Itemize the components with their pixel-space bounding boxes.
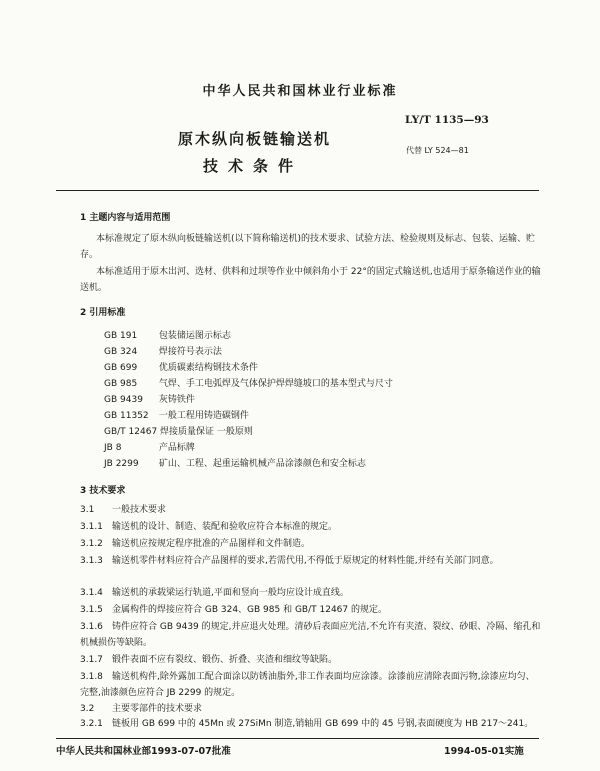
- document-subtitle: 技术条件: [203, 157, 304, 175]
- clause-number: 3.1.2: [80, 539, 103, 549]
- reference-title: 产品标牌: [158, 443, 195, 453]
- clause-text: 输送机构件,除外露加工配合面涂以防锈油脂外,非工作表面均应涂漆。涂漆前应清除表面污物,涂漆应均匀、完整,油漆颜色应符合 JB 2299 的规定。: [80, 672, 535, 698]
- reference-item: [104, 408, 249, 421]
- document-title: 原木纵向板链输送机: [178, 130, 332, 148]
- clause: [80, 716, 542, 732]
- clause-number: 3.1.3: [80, 556, 103, 566]
- reference-item: [104, 456, 366, 469]
- clause-text: 金属构件的焊接应符合 GB 324、GB 985 和 GB/T 12467 的规定。: [112, 605, 387, 615]
- clause-number: 3.2.1: [80, 719, 103, 729]
- reference-code: GB 9439: [104, 395, 143, 405]
- footer-divider: [56, 738, 539, 739]
- reference-code: GB 324: [104, 347, 138, 357]
- reference-title: 焊接符号表示法: [158, 347, 222, 357]
- clause: [80, 701, 542, 717]
- clause-text: 锻件表面不应有裂纹、锻伤、折叠、夹渣和细纹等缺陷。: [112, 655, 338, 665]
- approval-date: 中华人民共和国林业部1993-07-07批准: [56, 746, 231, 757]
- reference-item: [104, 392, 195, 405]
- clause-number: 3.1.7: [80, 655, 103, 665]
- clause-number: 3.1.6: [80, 622, 103, 632]
- clause-text: 铸件应符合 GB 9439 的规定,并应退火处理。清砂后表面应光洁,不允许有夹渣、裂纹、砂眼、冷隔、缩孔和机械损伤等缺陷。: [80, 622, 541, 648]
- clause-number: 3.1.1: [80, 522, 103, 532]
- clause-text: 主要零部件的技术要求: [112, 704, 203, 714]
- reference-item: [104, 328, 231, 341]
- reference-code: JB 2299: [104, 459, 139, 469]
- clause-text: 输送机零件材料应符合产品图样的要求,若需代用,不得低于原规定的材料性能,并经有关部门同意。: [112, 556, 499, 566]
- reference-code: GB/T 12467: [104, 427, 158, 437]
- reference-code: GB 699: [104, 363, 138, 373]
- reference-title: 包装储运图示标志: [158, 331, 231, 341]
- clause: [80, 619, 542, 651]
- reference-item: [104, 376, 393, 389]
- clause: [80, 585, 542, 601]
- clause: [80, 602, 542, 618]
- reference-item: [104, 440, 195, 453]
- section-1-paragraph-2: 本标准适用于原木出河、选材、供料和过坝等作业中倾斜角小于 22°的固定式输送机,也适用于原条输送作业的输送机。: [80, 267, 541, 293]
- clause: [80, 519, 542, 535]
- reference-title: 气焊、手工电弧焊及气体保护焊焊缝坡口的基本型式与尺寸: [158, 379, 393, 389]
- clause: [80, 502, 542, 518]
- reference-code: GB 191: [104, 331, 138, 341]
- reference-item: [104, 424, 253, 437]
- reference-item: [104, 360, 258, 373]
- clause: [80, 652, 542, 668]
- standard-organization: 中华人民共和国林业行业标准: [202, 84, 398, 99]
- clause-text: 链板用 GB 699 中的 45Mn 或 27SiMn 制造,销轴用 GB 699 中的 45 号钢,表面硬度为 HB 217～241。: [112, 719, 534, 729]
- clause: [80, 536, 542, 552]
- section-3-heading: 3 技术要求: [80, 486, 126, 496]
- reference-title: 矿山、工程、起重运输机械产品涂漆颜色和安全标志: [158, 459, 366, 469]
- clause-number: 3.2: [80, 704, 95, 714]
- reference-code: GB 11352: [104, 411, 149, 421]
- clause-text: 输送机的设计、制造、装配和验收应符合本标准的规定。: [112, 522, 338, 532]
- reference-title: 优质碳素结构钢技术条件: [158, 363, 258, 373]
- standard-number: LY/T 1135—93: [405, 114, 489, 126]
- clause-number: 3.1: [80, 505, 95, 515]
- header-divider: [56, 190, 539, 191]
- effective-date: 1994-05-01实施: [444, 746, 524, 757]
- clause: [80, 669, 542, 701]
- clause-number: 3.1.5: [80, 605, 103, 615]
- clause-text: 输送机应按规定程序批准的产品图样和文件制造。: [112, 539, 311, 549]
- reference-title: 焊接质量保证 一般原则: [160, 427, 253, 437]
- clause-number: 3.1.8: [80, 672, 103, 682]
- clause-text: 一般技术要求: [112, 505, 167, 515]
- section-2-heading: 2 引用标准: [80, 308, 126, 318]
- clause-text: 输送机的承载梁运行轨道,平面和竖向一般均应设计成直线。: [112, 588, 349, 598]
- clause: [80, 553, 542, 569]
- reference-item: [104, 344, 222, 357]
- clause-number: 3.1.4: [80, 588, 103, 598]
- reference-code: GB 985: [104, 379, 138, 389]
- reference-title: 灰铸铁件: [158, 395, 195, 405]
- section-1-heading: 1 主题内容与适用范围: [80, 213, 171, 223]
- reference-code: JB 8: [104, 443, 122, 453]
- replaces-standard: 代替 LY 524—81: [406, 146, 469, 155]
- section-1-paragraph-1: 本标准规定了原木纵向板链输送机(以下简称输送机)的技术要求、试验方法、检验规则及标志、包装、运输、贮存。: [80, 234, 536, 260]
- reference-title: 一般工程用铸造碳钢件: [158, 411, 249, 421]
